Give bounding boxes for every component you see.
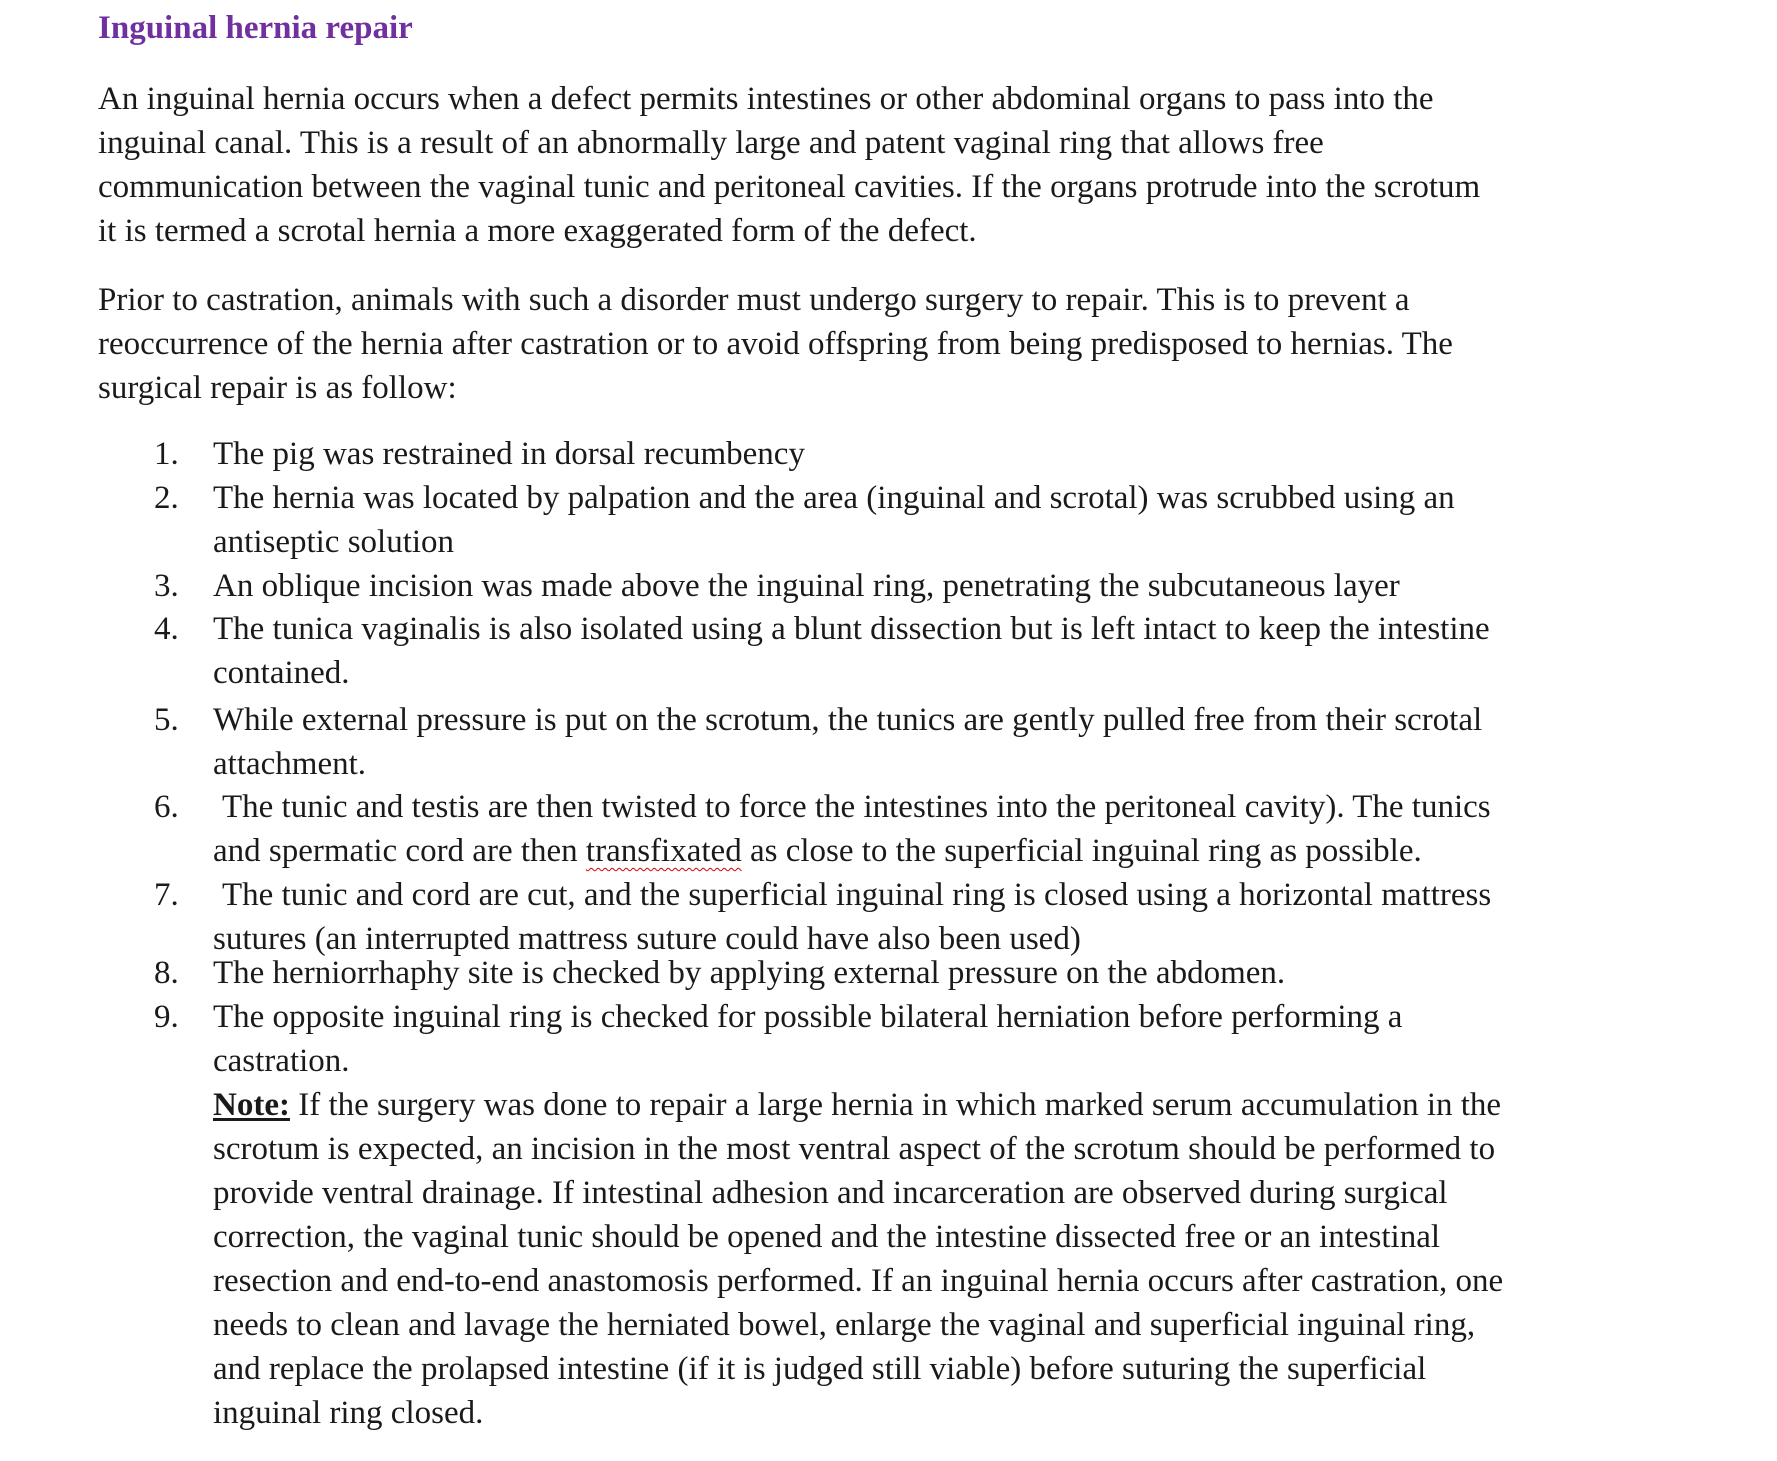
text-line: provide ventral drainage. If intestinal adhesion and incarceration are observed during surgical	[213, 1175, 1448, 1211]
text-line: antiseptic solution	[213, 524, 455, 560]
intro-paragraph	[98, 77, 1618, 253]
text-line: castration.	[213, 1043, 350, 1079]
text-segment: If the surgery was done to repair a large hernia in which marked serum accumulation in the	[289, 1087, 1502, 1123]
text-line: The tunic and testis are then twisted to force the intestines into the peritoneal cavity). The tunics	[222, 789, 1491, 825]
text-line: and replace the prolapsed intestine (if it is judged still viable) before suturing the superficial	[213, 1351, 1427, 1387]
list-item-number: 1.	[154, 436, 179, 472]
text-line: inguinal canal. This is a result of an abnormally large and patent vaginal ring that allows free	[98, 125, 1324, 161]
text-line: needs to clean and lavage the herniated bowel, enlarge the vaginal and superficial inguinal ring,	[213, 1307, 1476, 1343]
procedure-intro-paragraph	[98, 278, 1618, 410]
section-heading: Inguinal hernia repair	[98, 10, 413, 46]
text-line: sutures (an interrupted mattress suture could have also been used)	[213, 921, 1081, 957]
text-line: The hernia was located by palpation and the area (inguinal and scrotal) was scrubbed using an	[213, 480, 1455, 516]
text-line: An oblique incision was made above the inguinal ring, penetrating the subcutaneous layer	[213, 568, 1400, 604]
text-line: An inguinal hernia occurs when a defect permits intestines or other abdominal organs to pass into the	[98, 81, 1434, 117]
list-item-text	[213, 432, 1643, 476]
text-line: The herniorrhaphy site is checked by applying external pressure on the abdomen.	[213, 955, 1286, 991]
list-item-text	[213, 785, 1643, 873]
text-line	[213, 1083, 1643, 1127]
text-line: Prior to castration, animals with such a disorder must undergo surgery to repair. This is to prevent a	[98, 282, 1410, 318]
text-segment: as close to the superficial inguinal ring as possible.	[741, 833, 1422, 869]
text-line: it is termed a scrotal hernia a more exaggerated form of the defect.	[98, 213, 977, 249]
list-item-number: 3.	[154, 568, 179, 604]
list-item-text	[213, 476, 1643, 564]
list-item-text	[213, 607, 1643, 695]
list-item-number: 8.	[154, 955, 179, 991]
spellcheck-flagged-word[interactable]: transfixated	[585, 833, 742, 869]
text-line: scrotum is expected, an incision in the most ventral aspect of the scrotum should be performed to	[213, 1131, 1496, 1167]
list-item-number: 7.	[154, 877, 179, 913]
text-line: attachment.	[213, 746, 367, 782]
text-line: The tunic and cord are cut, and the superficial inguinal ring is closed using a horizontal mattress	[222, 877, 1492, 913]
text-line: inguinal ring closed.	[213, 1395, 484, 1431]
note-label: Note:	[213, 1087, 290, 1123]
list-item-number: 6.	[154, 789, 179, 825]
list-item-text	[213, 873, 1643, 961]
text-line	[213, 829, 1643, 873]
text-line: communication between the vaginal tunic and peritoneal cavities. If the organs protrude into the scrotum	[98, 169, 1481, 205]
text-line: The opposite inguinal ring is checked for possible bilateral herniation before performing a	[213, 999, 1403, 1035]
text-line: reoccurrence of the hernia after castration or to avoid offspring from being predisposed to hernias. The	[98, 326, 1453, 362]
list-item-text	[213, 564, 1643, 608]
list-item-number: 4.	[154, 611, 179, 647]
text-line: The pig was restrained in dorsal recumbency	[213, 436, 805, 472]
note-block	[213, 1083, 1643, 1435]
text-segment: and spermatic cord are then	[213, 833, 586, 869]
text-line: While external pressure is put on the scrotum, the tunics are gently pulled free from their scrotal	[213, 702, 1483, 738]
text-line: contained.	[213, 655, 350, 691]
list-item-number: 2.	[154, 480, 179, 516]
text-line: The tunica vaginalis is also isolated using a blunt dissection but is left intact to keep the intestine	[213, 611, 1490, 647]
text-line: resection and end-to-end anastomosis performed. If an inguinal hernia occurs after castration, one	[213, 1263, 1504, 1299]
list-item-text	[213, 951, 1643, 995]
list-item-number: 9.	[154, 999, 179, 1035]
list-item-number: 5.	[154, 702, 179, 738]
list-item-text	[213, 698, 1643, 786]
text-line: correction, the vaginal tunic should be opened and the intestine dissected free or an intestinal	[213, 1219, 1441, 1255]
list-item-text	[213, 995, 1643, 1083]
text-line: surgical repair is as follow:	[98, 370, 457, 406]
